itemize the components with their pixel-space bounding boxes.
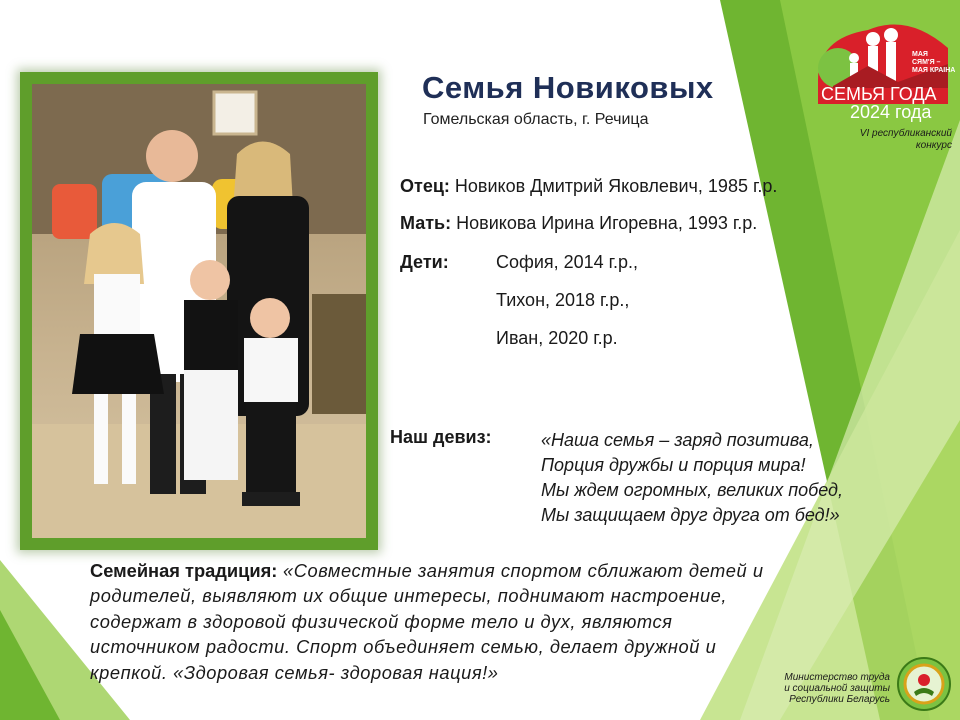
logo-title: СЕМЬЯ ГОДА [821,84,937,104]
mother-label: Мать: [400,213,452,233]
logo-year: 2024 года [850,102,932,122]
father-label: Отец: [400,176,450,196]
ministry-emblem-icon [896,656,952,712]
family-photo-frame [20,72,378,550]
family-tradition [90,558,780,685]
child-tikhon: Тихон, 2018 г.р., [496,290,630,310]
contest-caption: VI республиканский конкурс [859,128,952,151]
motto-line: Порция дружбы и порция мира! [541,455,806,475]
motto-line: Мы защищаем друг друга от бед!» [541,505,840,525]
father-row [400,176,777,197]
logo-slogan-line: МАЯ [912,51,928,58]
motto-line: Мы ждем огромных, великих побед, [541,480,844,500]
family-title: Семья Новиковых [422,70,714,105]
logo-slogan-line: СЯМ'Я – [912,59,941,66]
mother-row [400,213,757,234]
ministry-caption: Министерство труда и социальной защиты Республики Беларусь [784,672,890,705]
family-region: Гомельская область, г. Речица [423,111,649,128]
motto-text [541,428,843,528]
logo-slogan-line: МАЯ КРАІНА [912,67,956,74]
child-ivan: Иван, 2020 г.р. [496,328,618,348]
children-label: Дети: [400,252,449,272]
tradition-label: Семейная традиция: [90,560,278,581]
mother-value: Новикова Ирина Игоревна, 1993 г.р. [456,213,758,233]
motto-line: «Наша семья – заряд позитива, [541,430,814,450]
family-photo [32,84,366,538]
motto-label: Наш девиз: [390,427,492,447]
child-sofia: София, 2014 г.р., [496,252,639,272]
father-value: Новиков Дмитрий Яковлевич, 1985 г.р. [454,176,778,196]
tradition-text: «Совместные занятия спортом сближают детей и родителей, выявляют их общие интересы, поднимают настроение, содержат в здоровой физической форме тело и дух, являются источником радости. Спорт объединяет семью, делает дружной и крепкой. «Здоровая семья- здоровая нация!» [90,560,764,683]
